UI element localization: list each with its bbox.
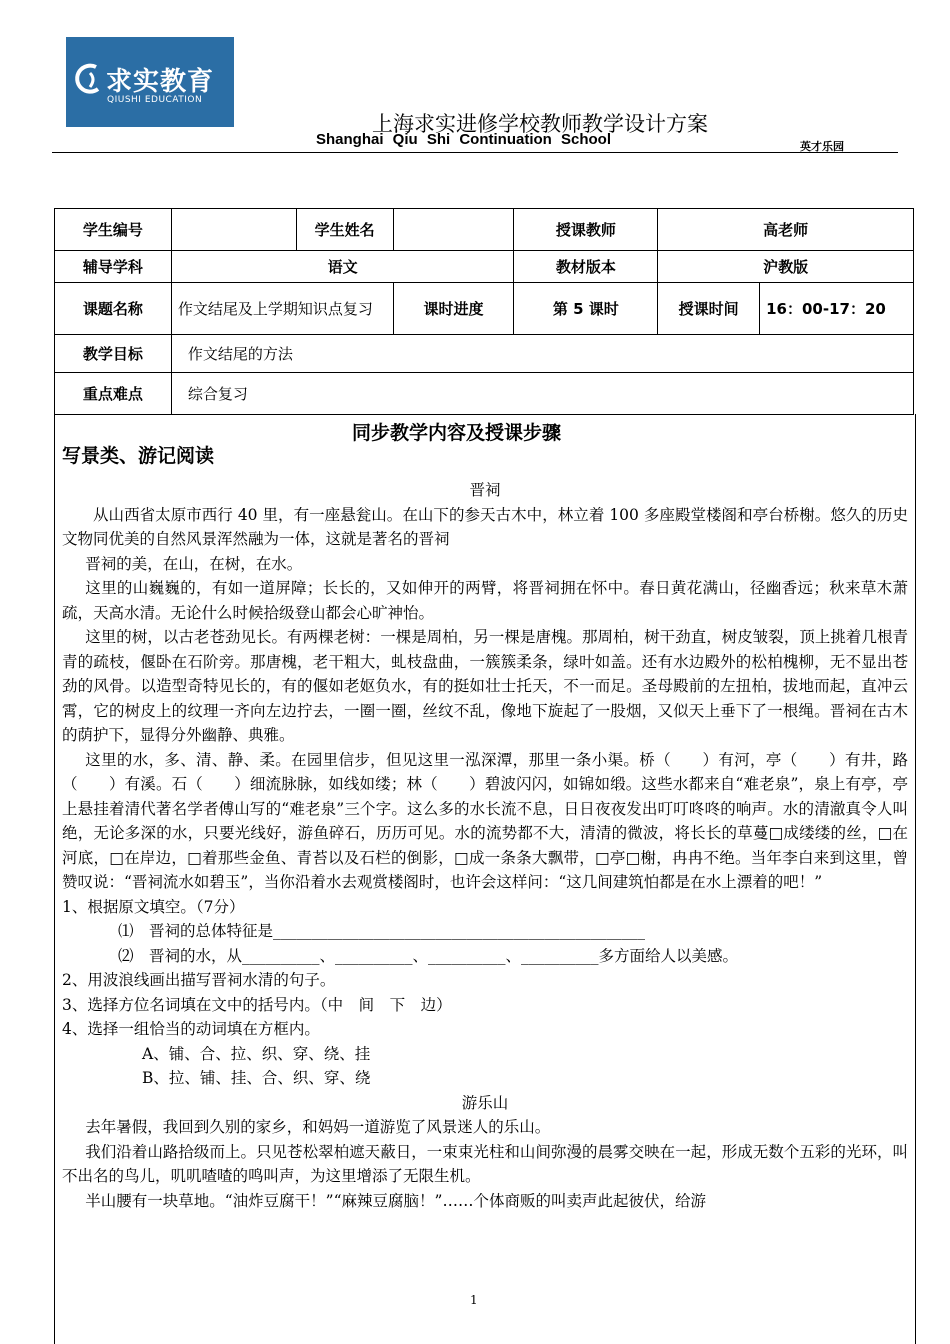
- passage-line: 半山腰有一块草地。“油炸豆腐干！”“麻辣豆腐脑！”……个体商贩的叫卖声此起彼伏，给游: [85, 1191, 706, 1210]
- info-row-1: [55, 209, 914, 251]
- passage-line: 3、选择方位名词填在文中的括号内。（中 间 下 边）: [62, 995, 452, 1014]
- logo-text-cn: 求实教育: [106, 67, 215, 97]
- subject-label: 辅导学科: [55, 251, 172, 283]
- passage-line: ⑵ 晋祠的水，从__________、__________、__________、__________多方面给人以美感。: [118, 946, 739, 965]
- document-header-title: 上海求实进修学校教师教学设计方案: [372, 112, 708, 136]
- student-name-value: [393, 209, 514, 251]
- student-id-value: [171, 209, 296, 251]
- header-divider: [52, 152, 898, 153]
- header-slogan: 英才乐园: [800, 140, 844, 153]
- info-row-2: [55, 251, 914, 283]
- info-row-3: [55, 283, 914, 335]
- student-name-label: 学生姓名: [296, 209, 393, 251]
- reading-passage: [62, 478, 908, 1213]
- passage-line: 4、选择一组恰当的动词填在方框内。: [62, 1020, 320, 1038]
- teacher-value: 高老师: [658, 209, 914, 251]
- passage-line: 2、用波浪线画出描写晋祠水清的句子。: [62, 971, 336, 989]
- subject-value: 语文: [171, 251, 514, 283]
- logo-text-en: QIUSHI EDUCATION: [107, 95, 203, 105]
- lesson-info-table: [54, 208, 914, 415]
- document-header-subtitle: Shanghai Qiu Shi Continuation School: [316, 131, 611, 148]
- section-title: 写景类、游记阅读: [62, 445, 215, 467]
- teacher-label: 授课教师: [514, 209, 658, 251]
- progress-value: 第 5 课时: [514, 283, 658, 335]
- student-id-label: 学生编号: [55, 209, 172, 251]
- passage-line: 游乐山: [461, 1093, 509, 1112]
- goal-label: 教学目标: [55, 335, 172, 373]
- passage-line: 从山西省太原市西行 40 里，有一座悬瓮山。在山下的参天古木中，林立着 100 多座殿堂楼阁和亭台桥榭。悠久的历史文物同优美的自然风景浑然融为一体，这就是著名的晋祠: [62, 505, 908, 548]
- passage-line: 这里的树，以古老苍劲见长。有两棵老树：一棵是周柏，另一棵是唐槐。那周柏，树干劲直，树皮皱裂，顶上挑着几根青青的疏枝，偃卧在石阶旁。那唐槐，老干粗大，虬枝盘曲，一簇簇柔条，绿叶如盖。还有水边殿外的松柏槐柳，无不显出苍劲的风骨。以造型奇特见长的，有的偃如老妪负水，有的挺如壮士托天，不一而足。圣母殿前的左扭柏，拔地而起，直冲云霄，它的树皮上的纹理一齐向左边拧去，一圈一圈，丝纹不乱，像地下旋起了一股烟，又似天上垂下了一根绳。晋祠在古木的荫护下，显得分外幽静、典雅。: [62, 628, 908, 744]
- topic-value: 作文结尾及上学期知识点复习: [171, 283, 393, 335]
- passage-line: 晋祠: [469, 481, 501, 499]
- passage-line: 去年暑假，我回到久别的家乡，和妈妈一道游览了风景迷人的乐山。: [85, 1118, 551, 1136]
- passage-line: A、铺、合、拉、织、穿、绕、挂: [142, 1044, 371, 1063]
- info-row-4: [55, 335, 914, 373]
- focus-label: 重点难点: [55, 373, 172, 415]
- time-value: 16：00-17：20: [760, 283, 914, 335]
- passage-line: B、拉、铺、挂、合、织、穿、绕: [142, 1069, 371, 1087]
- passage-line: 我们沿着山路拾级而上。只见苍松翠柏遮天蔽日，一束束光柱和山间弥漫的晨雾交映在一起，形成无数个五彩的光环，叫不出名的鸟儿，叽叽喳喳的鸣叫声，为这里增添了无限生机。: [62, 1142, 908, 1185]
- goal-value: 作文结尾的方法: [171, 335, 913, 373]
- passage-line: 这里的山巍巍的，有如一道屏障；长长的，又如伸开的两臂，将晋祠拥在怀中。春日黄花满山，径幽香远；秋来草木萧疏，天高水清。无论什么时候拾级登山都会心旷神怡。: [62, 579, 908, 622]
- qiushi-logo: [66, 37, 234, 127]
- content-title: 同步教学内容及授课步骤: [352, 422, 562, 444]
- textbook-label: 教材版本: [514, 251, 658, 283]
- focus-value: 综合复习: [171, 373, 913, 415]
- logo-mark-icon: [74, 61, 104, 99]
- info-row-5: [55, 373, 914, 415]
- passage-line: 晋祠的美，在山，在树，在水。: [85, 554, 303, 573]
- time-label: 授课时间: [658, 283, 760, 335]
- passage-line: 1、根据原文填空。（7分）: [62, 897, 245, 916]
- passage-line: 这里的水，多、清、静、柔。在园里信步，但见这里一泓深潭，那里一条小渠。桥（ ）有河，亭（ ）有井，路（ ）有溪。石（ ）细流脉脉，如线如缕；林（ ）碧波闪闪，如锦如缎。这些水都来自“难老泉”，泉上有亭，亭上悬挂着清代著名学者傅山写的“难老泉”三个字。这么多的水长流不息，日日夜夜发出叮叮咚咚的响声。水的清澈真令人叫绝，无论多深的水，只要光线好，游鱼碎石，历历可见。水的流势都不大，清清的微波，将长长的草蔓□成缕缕的丝，□在河底，□在岸边，□着那些金鱼、青苔以及石栏的倒影，□成一条条大飘带，□亭□榭，冉冉不绝。当年李白来到这里，曾赞叹说：“晋祠流水如碧玉”，当你沿着水去观赏楼阁时，也许会这样问：“这几间建筑怕都是在水上漂着的吧！”: [62, 750, 908, 891]
- topic-label: 课题名称: [55, 283, 172, 335]
- textbook-value: 沪教版: [658, 251, 914, 283]
- page-number: 1: [470, 1293, 478, 1307]
- passage-line: ⑴ 晋祠的总体特征是________________________________________________: [118, 922, 646, 940]
- progress-label: 课时进度: [393, 283, 514, 335]
